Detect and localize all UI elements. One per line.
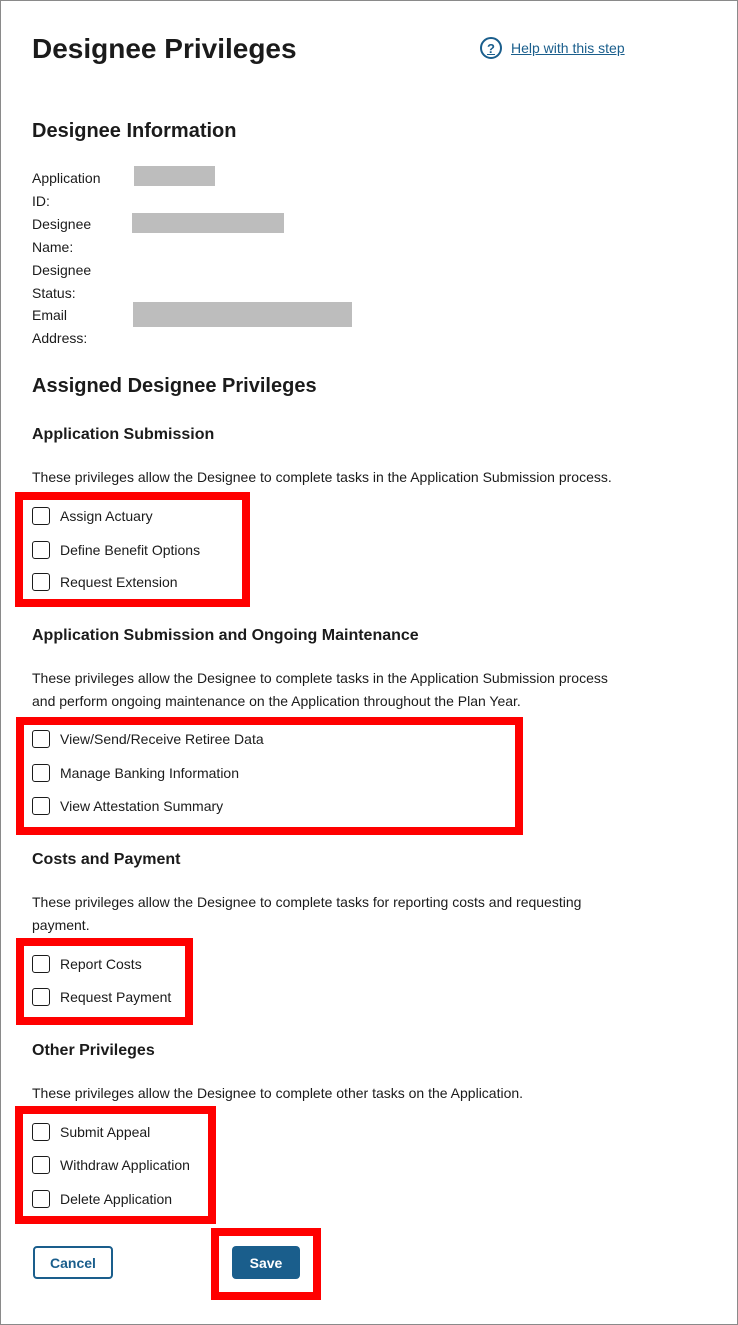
checkbox-box[interactable] [32,955,50,973]
checkbox-box[interactable] [32,541,50,559]
checkbox-box[interactable] [32,1190,50,1208]
checkbox-view-send-receive-retiree-data[interactable] [32,728,264,750]
application-id-redacted [134,166,215,186]
application-id-label: Application ID: [32,170,101,209]
checkbox-box[interactable] [32,764,50,782]
checkbox-request-payment[interactable] [32,986,171,1008]
checkbox-manage-banking-information[interactable] [32,762,239,784]
save-button[interactable]: Save [232,1246,300,1279]
privileges-heading: Assigned Designee Privileges [32,375,317,397]
checkbox-label: Submit Appeal [60,1124,151,1140]
checkbox-box[interactable] [32,1156,50,1174]
checkbox-label: View Attestation Summary [60,798,224,814]
checkbox-label: Delete Application [60,1191,173,1207]
email-address-label: Email Address: [32,307,88,346]
section-application-submission-title: Application Submission [32,426,215,443]
question-circle-icon: ? [480,37,502,59]
cancel-button[interactable]: Cancel [33,1246,113,1279]
designee-status-label: Designee Status: [32,262,92,301]
designee-info-heading: Designee Information [32,120,237,142]
section-costs-payment-title: Costs and Payment [32,851,181,868]
checkbox-label: Manage Banking Information [60,765,239,781]
section-ongoing-maintenance-title: Application Submission and Ongoing Maintenance [32,627,419,644]
checkbox-box[interactable] [32,507,50,525]
checkbox-box[interactable] [32,730,50,748]
checkbox-box[interactable] [32,988,50,1006]
checkbox-box[interactable] [32,573,50,591]
checkbox-request-extension[interactable] [32,571,178,593]
checkbox-assign-actuary[interactable] [32,505,153,527]
checkbox-label: Request Extension [60,574,178,590]
help-link[interactable] [480,37,625,59]
checkbox-label: Request Payment [60,989,172,1005]
checkbox-report-costs[interactable] [32,953,142,975]
checkbox-delete-application[interactable] [32,1188,172,1210]
checkbox-label: View/Send/Receive Retiree Data [60,731,264,747]
checkbox-withdraw-application[interactable] [32,1154,190,1176]
designee-name-label: Designee Name: [32,216,92,255]
checkbox-define-benefit-options[interactable] [32,539,200,561]
checkbox-view-attestation-summary[interactable] [32,795,223,817]
designee-name-redacted [132,213,284,233]
checkbox-box[interactable] [32,1123,50,1141]
checkbox-box[interactable] [32,797,50,815]
checkbox-submit-appeal[interactable] [32,1121,150,1143]
help-link-label: Help with this step [511,40,625,56]
email-address-redacted [133,302,352,327]
checkbox-label: Withdraw Application [60,1157,190,1173]
section-other-privileges-desc: These privileges allow the Designee to complete other tasks on the Application. [32,1085,524,1101]
section-ongoing-maintenance-desc: These privileges allow the Designee to complete tasks in the Application Submission process and perform ongoing maintenance on the Application throughout the Plan Year. [32,670,608,709]
checkbox-label: Assign Actuary [60,508,153,524]
checkbox-label: Define Benefit Options [60,542,201,558]
checkbox-label: Report Costs [60,956,142,972]
section-other-privileges-title: Other Privileges [32,1042,155,1059]
annotation-highlight-box [16,938,193,1025]
page-title: Designee Privileges [32,33,297,64]
section-costs-payment-desc: These privileges allow the Designee to complete tasks for reporting costs and requesting payment. [32,894,582,933]
section-application-submission-desc: These privileges allow the Designee to complete tasks in the Application Submission process. [32,469,612,485]
